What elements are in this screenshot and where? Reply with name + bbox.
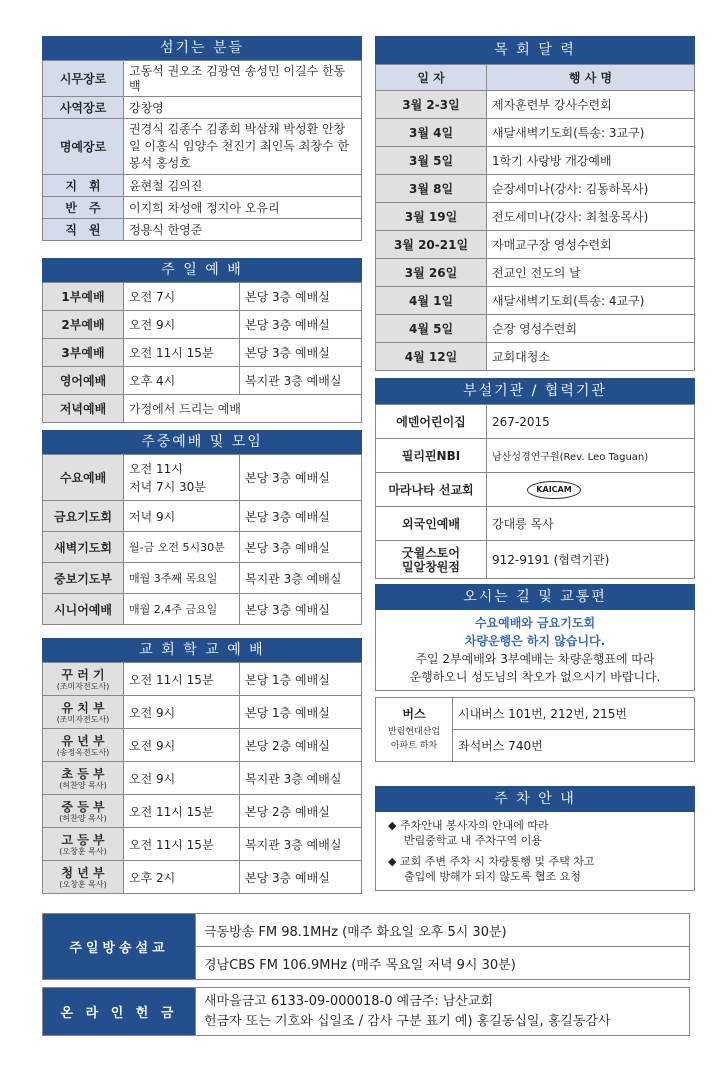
dept-time: 오후 2시 — [124, 861, 240, 894]
event-name: 전도세미나(강사: 최철웅목사) — [487, 203, 695, 231]
meeting-time: 오전 11시 — [129, 461, 183, 476]
service-name: 1부예배 — [43, 283, 124, 311]
school-header: 교 회 학 교 예 배 — [42, 638, 362, 662]
calendar-table — [375, 64, 695, 371]
dept-name: 유 치 부 — [61, 700, 105, 715]
dept-leader: (허찬양 목사) — [59, 780, 107, 790]
broadcast-line: 극동방송 FM 98.1MHz (매주 화요일 오후 5시 30분) — [196, 914, 690, 947]
school-section — [42, 638, 362, 894]
directions-notice-line2: 차량운행은 하지 않습니다. — [464, 634, 606, 648]
parking-line: 교회 주변 주차 시 차량통행 및 주택 차고 — [399, 855, 595, 868]
dept-leader: (송정옥전도사) — [56, 747, 110, 757]
dept-time: 오전 9시 — [124, 762, 240, 795]
affiliates-section — [375, 378, 695, 579]
officer-label: 지 휘 — [43, 175, 124, 197]
meeting-time: 저녁 7시 30분 — [129, 479, 206, 494]
officer-label: 시무장로 — [43, 61, 124, 97]
event-date: 3월 2-3일 — [376, 91, 487, 119]
affiliate-name: 밀알창원점 — [402, 559, 460, 574]
service-name: 2부예배 — [43, 311, 124, 339]
event-date: 3월 4일 — [376, 119, 487, 147]
meeting-name: 금요기도회 — [43, 501, 124, 532]
meeting-name: 수요예배 — [43, 455, 124, 501]
bullet-diamond-icon: ◆ — [388, 819, 397, 832]
meeting-name: 중보기도부 — [43, 563, 124, 594]
event-name: 교회대청소 — [487, 343, 695, 371]
service-place: 본당 3층 예배실 — [240, 339, 362, 367]
officer-names: 권경식 김종수 김종회 박삼채 박성환 안창일 이홍식 임양수 천진기 최인독 최창수 한봉석 홍성호 — [124, 119, 362, 175]
meeting-place: 본당 3층 예배실 — [240, 455, 362, 501]
dept-name: 청 년 부 — [61, 865, 105, 880]
parking-line: 주차안내 봉사자의 안내에 따라 — [399, 819, 549, 832]
service-name: 저녁예배 — [43, 395, 124, 423]
offering-table — [42, 987, 690, 1036]
bullet-diamond-icon: ◆ — [388, 855, 397, 868]
bus-stop: 반림현대산업 — [387, 726, 441, 737]
event-date: 4월 5일 — [376, 315, 487, 343]
dept-leader: (오창훈 목사) — [59, 846, 107, 856]
affiliate-name: 외국인예배 — [376, 507, 487, 541]
dept-place: 복지관 3층 예배실 — [240, 828, 362, 861]
event-name: 1학기 사랑방 개강예배 — [487, 147, 695, 175]
service-name: 3부예배 — [43, 339, 124, 367]
officer-names: 정용식 한영준 — [124, 219, 362, 241]
bus-routes: 좌석버스 740번 — [453, 730, 695, 762]
broadcast-table — [42, 913, 690, 980]
service-time: 오전 11시 15분 — [124, 339, 240, 367]
directions-section — [375, 584, 695, 762]
meeting-place: 본당 3층 예배실 — [240, 594, 362, 625]
dept-name: 꾸 러 기 — [61, 667, 105, 682]
officer-label: 직 원 — [43, 219, 124, 241]
parking-line: 반림중학교 내 주차구역 이용 — [404, 834, 543, 847]
dept-time: 오전 11시 15분 — [124, 795, 240, 828]
service-place: 본당 3층 예배실 — [240, 283, 362, 311]
officer-label: 명예장로 — [43, 119, 124, 175]
dept-time: 오전 11시 15분 — [124, 828, 240, 861]
event-name: 순장 영성수련회 — [487, 315, 695, 343]
directions-desc-line1: 주일 2부예배와 3부예배는 차량운행표에 따라 — [415, 652, 655, 666]
meeting-name: 시니어예배 — [43, 594, 124, 625]
affiliate-info: 강대릉 목사 — [487, 507, 695, 541]
sunday-worship-header: 주 일 예 배 — [42, 258, 362, 282]
dept-time: 오전 9시 — [124, 729, 240, 762]
dept-place: 복지관 3층 예배실 — [240, 762, 362, 795]
event-date: 3월 19일 — [376, 203, 487, 231]
officers-header: 섬기는 분들 — [42, 36, 362, 60]
dept-leader: (조미자전도사) — [56, 681, 110, 691]
dept-leader: (조미자전도사) — [56, 714, 110, 724]
affiliates-table — [375, 404, 695, 579]
school-table — [42, 662, 362, 894]
officer-names: 윤현철 김의진 — [124, 175, 362, 197]
dept-place: 본당 1층 예배실 — [240, 696, 362, 729]
parking-line: 출입에 방해가 되지 않도록 협조 요청 — [404, 870, 581, 883]
dept-place: 본당 1층 예배실 — [240, 663, 362, 696]
bus-stop: 아파트 하차 — [390, 740, 438, 751]
dept-place: 본당 2층 예배실 — [240, 729, 362, 762]
affiliates-header: 부설기관 / 협력기관 — [375, 378, 695, 404]
dept-name: 중 등 부 — [61, 799, 105, 814]
dept-place: 본당 2층 예배실 — [240, 795, 362, 828]
meeting-place: 본당 3층 예배실 — [240, 532, 362, 563]
directions-desc-line2: 운행하오니 성도님의 착오가 없으시기 바랍니다. — [409, 670, 661, 684]
officer-names: 강창영 — [124, 97, 362, 119]
event-date: 3월 5일 — [376, 147, 487, 175]
dept-time: 오전 11시 15분 — [124, 663, 240, 696]
service-name: 영어예배 — [43, 367, 124, 395]
broadcast-title: 주일방송설교 — [43, 914, 196, 980]
sunday-worship-table — [42, 282, 362, 423]
parking-item — [388, 854, 686, 884]
parking-item — [388, 818, 686, 848]
offering-note: 헌금자 또는 기호와 십일조 / 감사 구분 표기 예) 홍길동십일, 홍길동감사 — [204, 1013, 611, 1029]
dept-name: 초 등 부 — [61, 766, 105, 781]
event-name: 전교인 전도의 날 — [487, 259, 695, 287]
event-name: 자매교구장 영성수련회 — [487, 231, 695, 259]
officer-label: 반 주 — [43, 197, 124, 219]
dept-name: 고 등 부 — [61, 832, 105, 847]
bus-label: 버스 — [402, 706, 426, 721]
dept-leader: (오창훈 목사) — [59, 879, 107, 889]
calendar-head-date: 일 자 — [376, 65, 487, 91]
event-date: 3월 8일 — [376, 175, 487, 203]
meeting-time: 월-금 오전 5시30분 — [124, 532, 240, 563]
service-time: 오후 4시 — [124, 367, 240, 395]
officer-label: 사역장로 — [43, 97, 124, 119]
meeting-place: 본당 3층 예배실 — [240, 501, 362, 532]
officers-section — [42, 36, 362, 241]
offering-account: 새마을금고 6133-09-000018-0 예금주: 남산교회 — [204, 993, 494, 1009]
kaicam-logo-icon: KAICAM — [527, 481, 581, 499]
event-name: 새달새벽기도회(특송: 4교구) — [487, 287, 695, 315]
event-date: 4월 1일 — [376, 287, 487, 315]
parking-header: 주 차 안 내 — [375, 786, 695, 812]
affiliate-info: 267-2015 — [487, 405, 695, 439]
offering-title: 온 라 인 헌 금 — [43, 988, 196, 1036]
officer-names: 이지희 차성애 정지아 오유리 — [124, 197, 362, 219]
weekday-section — [42, 430, 362, 625]
dept-name: 유 년 부 — [61, 733, 105, 748]
sunday-worship-section — [42, 258, 362, 423]
affiliate-name: 에덴어린이집 — [376, 405, 487, 439]
dept-leader: (허찬양 목사) — [59, 813, 107, 823]
parking-section — [375, 786, 695, 891]
affiliate-info: 남산성경연구원(Rev. Leo Taguan) — [487, 439, 695, 473]
calendar-head-event: 행 사 명 — [487, 65, 695, 91]
weekday-table — [42, 454, 362, 625]
broadcast-line: 경남CBS FM 106.9MHz (매주 목요일 저녁 9시 30분) — [196, 947, 690, 980]
service-time: 가정에서 드리는 예배 — [124, 395, 362, 423]
affiliate-name: 필리핀NBI — [376, 439, 487, 473]
directions-header: 오시는 길 및 교통편 — [375, 584, 695, 610]
affiliate-info: 912-9191 (협력기관) — [487, 541, 695, 579]
bus-routes: 시내버스 101번, 212번, 215번 — [453, 698, 695, 730]
service-time: 오전 7시 — [124, 283, 240, 311]
meeting-time: 저녁 9시 — [124, 501, 240, 532]
bus-table — [375, 697, 695, 762]
dept-place: 본당 3층 예배실 — [240, 861, 362, 894]
meeting-time: 매월 2,4주 금요일 — [124, 594, 240, 625]
calendar-header: 목 회 달 력 — [375, 36, 695, 64]
event-name: 순장세미나(강사: 김동하목사) — [487, 175, 695, 203]
affiliate-name: 마라나타 선교회 — [376, 473, 487, 507]
event-date: 4월 12일 — [376, 343, 487, 371]
affiliate-name: 굿윌스토어 — [402, 545, 460, 560]
meeting-name: 새벽기도회 — [43, 532, 124, 563]
meeting-time: 매월 3주째 목요일 — [124, 563, 240, 594]
officers-table — [42, 60, 362, 241]
service-time: 오전 9시 — [124, 311, 240, 339]
weekday-header: 주중예배 및 모임 — [42, 430, 362, 454]
officer-names: 고동석 권오조 김광연 송성민 이길수 한동백 — [124, 61, 362, 97]
meeting-place: 복지관 3층 예배실 — [240, 563, 362, 594]
directions-notice-line1: 수요예배와 금요기도회 — [474, 616, 596, 630]
event-date: 3월 26일 — [376, 259, 487, 287]
calendar-section — [375, 36, 695, 371]
dept-time: 오전 9시 — [124, 696, 240, 729]
event-name: 새달새벽기도회(특송: 3교구) — [487, 119, 695, 147]
event-date: 3월 20-21일 — [376, 231, 487, 259]
event-name: 제자훈련부 강사수련회 — [487, 91, 695, 119]
service-place: 본당 3층 예배실 — [240, 311, 362, 339]
service-place: 복지관 3층 예배실 — [240, 367, 362, 395]
